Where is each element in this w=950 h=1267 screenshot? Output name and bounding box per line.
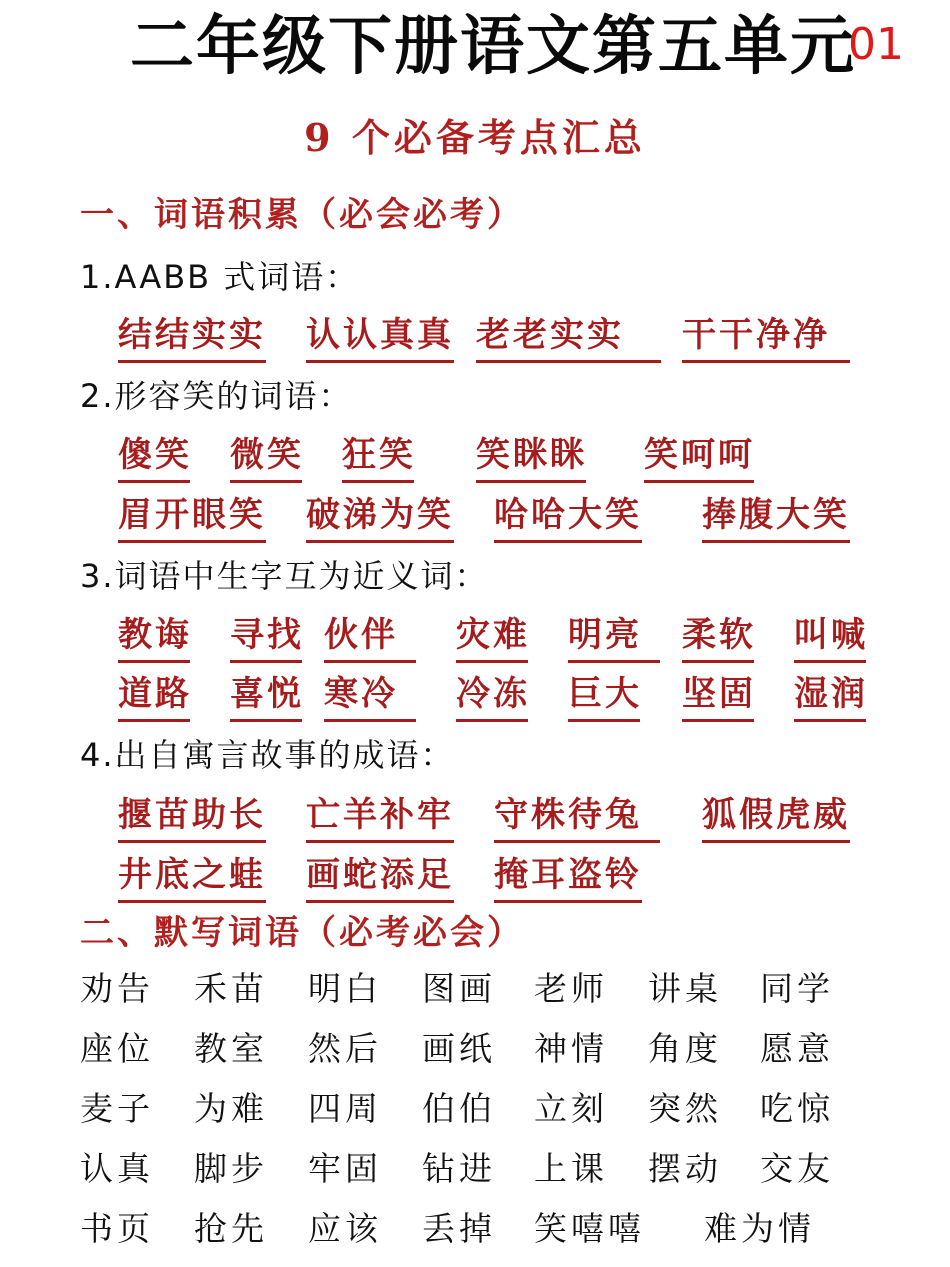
dictation-word: 讲桌 [648, 969, 722, 1008]
dictation-word: 教室 [194, 1029, 268, 1068]
dictation-word: 画纸 [422, 1029, 496, 1068]
dictation-word: 为难 [194, 1089, 268, 1128]
dictation-word: 丢掉 [422, 1209, 496, 1248]
dictation-word: 笑嘻嘻 [534, 1209, 645, 1248]
dictation-word: 吃惊 [760, 1089, 834, 1128]
title-row [0, 8, 950, 86]
dictation-row [80, 965, 880, 1025]
dictation-word: 图画 [422, 969, 496, 1008]
page-subtitle: 9 个必备考点汇总 [304, 115, 646, 160]
word-item: 结结实实 [118, 312, 266, 363]
group-3-label: 3.词语中生字互为近义词： [80, 557, 489, 595]
dictation-word: 摆动 [648, 1149, 722, 1188]
word-item: 伙伴 [324, 612, 416, 663]
section-2-heading: 二、默写词语（必考必会） [80, 913, 524, 953]
word-item: 笑呵呵 [644, 432, 754, 483]
dictation-word: 伯伯 [422, 1089, 496, 1128]
word-item: 喜悦 [230, 671, 302, 722]
word-item: 坚固 [682, 671, 754, 722]
group-4-label: 4.出自寓言故事的成语： [80, 736, 455, 774]
dictation-word: 老师 [534, 969, 608, 1008]
dictation-word: 四周 [308, 1089, 382, 1128]
dictation-word: 牢固 [308, 1149, 382, 1188]
word-item: 守株待兔 [494, 792, 660, 843]
group-2-label: 2.形容笑的词语： [80, 377, 353, 415]
word-item: 柔软 [682, 612, 754, 663]
word-row-idiom-2 [0, 852, 950, 904]
word-item: 冷冻 [456, 671, 528, 722]
dictation-word: 立刻 [534, 1089, 608, 1128]
word-item: 哈哈大笑 [494, 492, 642, 543]
dictation-word: 书页 [80, 1209, 154, 1248]
word-item: 寒冷 [324, 671, 416, 722]
dictation-word: 脚步 [194, 1149, 268, 1188]
dictation-word: 角度 [648, 1029, 722, 1068]
word-row-synonym-2 [0, 671, 950, 723]
word-item: 捧腹大笑 [702, 492, 850, 543]
dictation-word: 明白 [308, 969, 382, 1008]
word-item: 老老实实 [476, 312, 661, 363]
word-row-laugh-2 [0, 492, 950, 544]
dictation-word: 难为情 [704, 1209, 815, 1248]
word-item: 破涕为笑 [306, 492, 454, 543]
word-item: 灾难 [456, 612, 528, 663]
word-item: 掩耳盗铃 [494, 852, 642, 903]
word-item: 傻笑 [118, 432, 190, 483]
page-number: 01 [848, 19, 904, 70]
word-item: 画蛇添足 [306, 852, 454, 903]
dictation-word: 愿意 [760, 1029, 834, 1068]
word-item: 亡羊补牢 [306, 792, 454, 843]
word-row-laugh-1 [0, 432, 950, 484]
dictation-word: 钻进 [422, 1149, 496, 1188]
dictation-row [80, 1205, 880, 1265]
word-item: 狐假虎威 [702, 792, 850, 843]
word-item: 微笑 [230, 432, 302, 483]
dictation-word: 劝告 [80, 969, 154, 1008]
word-item: 叫喊 [794, 612, 866, 663]
dictation-word: 上课 [534, 1149, 608, 1188]
dictation-row [80, 1025, 880, 1085]
dictation-row [80, 1085, 880, 1145]
word-item: 井底之蛙 [118, 852, 266, 903]
dictation-word: 神情 [534, 1029, 608, 1068]
word-item: 寻找 [230, 612, 302, 663]
dictation-row [80, 1145, 880, 1205]
dictation-word: 麦子 [80, 1089, 154, 1128]
dictation-word: 座位 [80, 1029, 154, 1068]
word-item: 狂笑 [342, 432, 414, 483]
word-item: 干干净净 [682, 312, 850, 363]
dictation-word: 同学 [760, 969, 834, 1008]
word-item: 认认真真 [306, 312, 454, 363]
word-item: 眉开眼笑 [118, 492, 266, 543]
dictation-word: 抢先 [194, 1209, 268, 1248]
word-row-synonym-1 [0, 612, 950, 664]
word-item: 明亮 [568, 612, 660, 663]
page-title: 二年级下册语文第五单元 [130, 9, 856, 84]
dictation-word: 禾苗 [194, 969, 268, 1008]
dictation-word: 应该 [308, 1209, 382, 1248]
dictation-grid [80, 965, 880, 1265]
word-item: 揠苗助长 [118, 792, 266, 843]
word-row-idiom-1 [0, 792, 950, 844]
dictation-word: 然后 [308, 1029, 382, 1068]
word-item: 湿润 [794, 671, 866, 722]
dictation-word: 交友 [760, 1149, 834, 1188]
dictation-word: 认真 [80, 1149, 154, 1188]
word-item: 巨大 [568, 671, 640, 722]
word-item: 教诲 [118, 612, 190, 663]
word-row-aabb [0, 312, 950, 364]
word-item: 笑眯眯 [476, 432, 586, 483]
dictation-word: 突然 [648, 1089, 722, 1128]
section-1-heading: 一、词语积累（必会必考） [80, 195, 524, 235]
word-item: 道路 [118, 671, 190, 722]
group-1-label: 1.AABB 式词语： [80, 258, 360, 296]
